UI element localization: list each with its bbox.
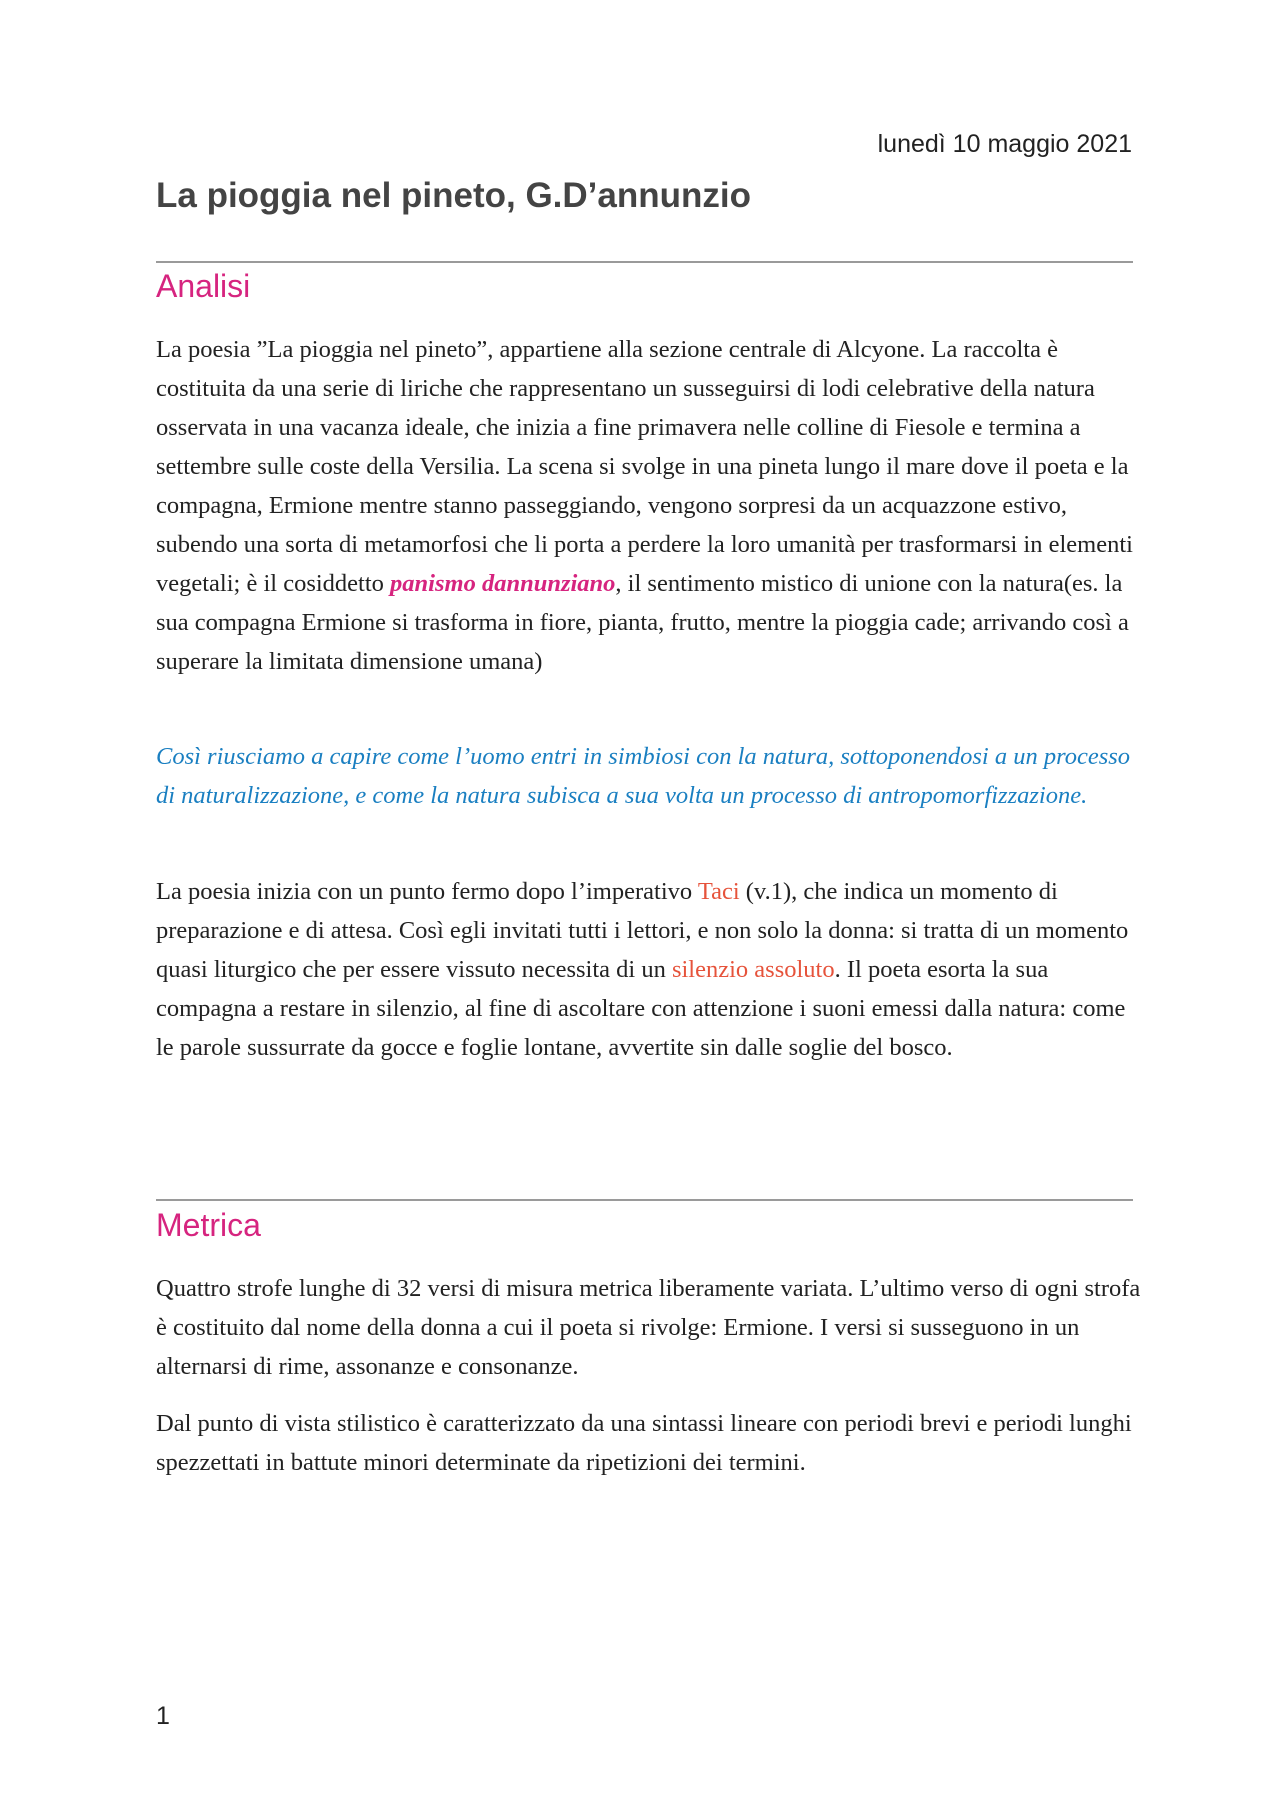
analisi-paragraph-1 xyxy=(156,330,1141,681)
document-date: lunedì 10 maggio 2021 xyxy=(877,130,1132,158)
text-run: , il sentimento mistico di unione con la natura(es. la sua compagna Ermione si trasforma in fiore, pianta, frutto, mentre la pioggia cade; arrivando così a superare la limitata dimensione umana) xyxy=(156,570,1129,675)
section-heading-metrica: Metrica xyxy=(156,1207,261,1243)
analisi-paragraph-2: Così riusciamo a capire come l’uomo entri in simbiosi con la natura, sottoponendosi a un processo di naturalizzazione, e come la natura subisca a sua volta un processo di antropomorfizzazione. xyxy=(156,743,1131,809)
page-number: 1 xyxy=(156,1702,170,1730)
section-divider xyxy=(156,261,1133,263)
text-run: (v.1), che indica un momento di preparazione e di attesa. Così egli invitati tutti i lettori, e non solo la donna: si tratta di un momento quasi liturgico che per essere vissuto necessita di un xyxy=(156,878,1129,983)
metrica-paragraph-1: Quattro strofe lunghe di 32 versi di misura metrica liberamente variata. L’ultimo verso di ogni strofa è costituito dal nome della donna a cui il poeta si rivolge: Ermione. I versi si susseguono in un alternarsi di rime, assonanze e consonanze. xyxy=(156,1275,1141,1380)
text-run: La poesia ”La pioggia nel pineto”, appartiene alla sezione centrale di Alcyone. La raccolta è costituita da una serie di liriche che rappresentano un susseguirsi di lodi celebrative della natura osservata in una vacanza ideale, che inizia a fine primavera nelle colline di Fiesole e termina a settembre sulle coste della Versilia. La scena si svolge in una pineta lungo il mare dove il poeta e la compagna, Ermione mentre stanno passeggiando, vengono sorpresi da un acquazzone estivo, subendo una sorta di metamorfosi che li porta a perdere la loro umanità per trasformarsi in elementi vegetali; è il cosiddetto xyxy=(156,336,1133,597)
highlight-panismo: panismo dannunziano xyxy=(390,570,616,597)
text-run: La poesia inizia con un punto fermo dopo l’imperativo xyxy=(156,878,698,905)
highlight-silenzio: silenzio assoluto xyxy=(671,956,835,983)
analisi-paragraph-3 xyxy=(156,872,1141,1067)
document-title: La pioggia nel pineto, G.D’annunzio xyxy=(156,176,751,215)
text-run: . Il poeta esorta la sua compagna a restare in silenzio, al fine di ascoltare con attenzione i suoni emessi dalla natura: come le parole sussurrate da gocce e foglie lontane, avvertite sin dalle soglie del bosco. xyxy=(156,956,1126,1061)
highlight-taci: Taci xyxy=(697,878,740,905)
section-heading-analisi: Analisi xyxy=(156,268,251,304)
metrica-paragraph-2: Dal punto di vista stilistico è caratterizzato da una sintassi lineare con periodi brevi e periodi lunghi spezzettati in battute minori determinate da ripetizioni dei termini. xyxy=(156,1410,1132,1476)
section-divider xyxy=(156,1199,1133,1201)
